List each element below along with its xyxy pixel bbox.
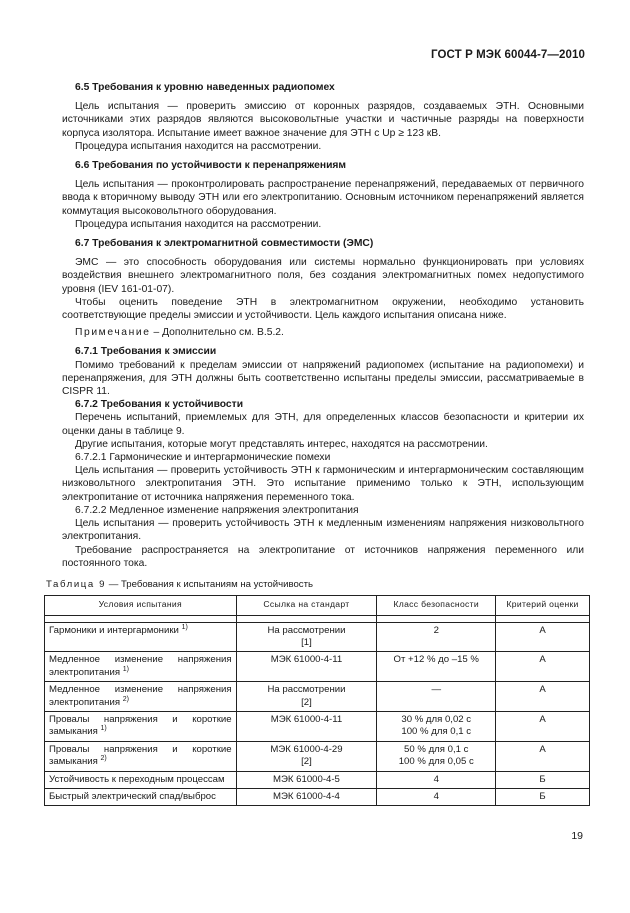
paragraph: Перечень испытаний, приемлемых для ЭТН, для определенных классов безопасности и критерии их оценки даны в таблице 9. <box>62 412 584 437</box>
cell-class: От +12 % до –15 % <box>377 652 496 682</box>
table-caption-text: — Требования к испытаниям на устойчивость <box>108 578 314 590</box>
table-spacer-row <box>45 615 590 622</box>
section-6-7-1-heading: 6.7.1 Требования к эмиссии <box>75 346 217 358</box>
paragraph: Помимо требований к пределам эмиссии от напряжений радиопомех (испытание на радиопомехи) и перенапряжения, для ЭТН должны быть соответственно испытаны пределы эмиссии, рассматриваемые в CISPR 11. <box>62 359 584 398</box>
table-header-row <box>45 596 590 615</box>
cell-condition: Медленное изменение напряжения электропитания $^{2)}$ <box>45 682 237 712</box>
paragraph: Другие испытания, которые могут представлять интерес, находятся на рассмотрении. <box>75 438 488 450</box>
cell-criterion: Б <box>496 788 590 805</box>
subsection-6-7-2-1-title: 6.7.2.1 Гармонические и интергармонические помехи <box>75 452 331 464</box>
cell-class: 50 % для 0,1 с 100 % для 0,05 с <box>377 741 496 771</box>
paragraph: Чтобы оценить поведение ЭТН в электромагнитном окружении, необходимо установить соответствующие пределы эмиссии и устойчивости. Цель каждого испытания описана ниже. <box>62 296 584 322</box>
subsection-6-7-2-2-title: 6.7.2.2 Медленное изменение напряжения электропитания <box>75 504 359 516</box>
cell-criterion: Б <box>496 771 590 788</box>
cell-reference: На рассмотрении [2] <box>236 682 377 712</box>
table-row <box>45 788 590 805</box>
table-caption-label: Таблица 9 <box>46 578 107 590</box>
page-content <box>46 81 584 806</box>
section-6-6-heading: 6.6 Требования по устойчивости к перенапряжениям <box>75 160 347 172</box>
cell-condition: Гармоники и интергармоники $^{1)}$ <box>45 622 237 652</box>
paragraph: Цель испытания — проверить устойчивость ЭТН к гармоническим и интергармоническим составляющим низковольтного электропитания ЭТН. Это испытание применимо только к ЭТН, использующим электропитание от источника напряжения переменного тока. <box>62 465 584 503</box>
table-row <box>45 652 590 682</box>
cell-criterion: А <box>496 622 590 652</box>
table-row <box>45 771 590 788</box>
cell-criterion: А <box>496 741 590 771</box>
cell-condition: Быстрый электрический спад/выброс <box>45 788 237 805</box>
cell-criterion: А <box>496 682 590 712</box>
section-6-5-heading: 6.5 Требования к уровню наведенных радиопомех <box>75 82 335 93</box>
note-label: Примечание <box>75 327 151 339</box>
table-row <box>45 622 590 652</box>
table-row <box>45 711 590 741</box>
table-9-caption <box>46 578 584 591</box>
cell-condition: Провалы напряжения и короткие замыкания $^{1)}$ <box>45 711 237 741</box>
table-row <box>45 682 590 712</box>
cell-reference: МЭК 61000-4-11 <box>236 652 377 682</box>
table-row <box>45 741 590 771</box>
note <box>62 326 584 339</box>
paragraph: Процедура испытания находится на рассмотрении. <box>75 218 322 230</box>
page-number: 19 <box>571 830 583 842</box>
cell-class: 30 % для 0,02 с 100 % для 0,1 с <box>377 711 496 741</box>
standard-header: ГОСТ Р МЭК 60044-7—2010 <box>431 49 585 61</box>
cell-reference: МЭК 61000-4-4 <box>236 788 377 805</box>
cell-reference: На рассмотрении [1] <box>236 622 377 652</box>
cell-reference: МЭК 61000-4-29 [2] <box>236 741 377 771</box>
column-header: Условия испытания <box>45 596 237 615</box>
cell-class: 4 <box>377 788 496 805</box>
note-text: – Дополнительно см. В.5.2. <box>153 327 284 339</box>
paragraph: Цель испытания — проверить эмиссию от коронных разрядов, создаваемых ЭТН. Основными источниками этих разрядов являются высоковольтные участки и частичные разряды на поверхности корпуса изолятора. Испытание имеет важное значение для ЭТН с Up ≥ 123 кВ. <box>62 101 584 139</box>
cell-reference: МЭК 61000-4-11 <box>236 711 377 741</box>
cell-criterion: А <box>496 711 590 741</box>
column-header: Ссылка на стандарт <box>236 596 377 615</box>
paragraph: Требование распространяется на электропитание от источников напряжения переменного или постоянного тока. <box>62 544 584 569</box>
table-9 <box>44 595 590 806</box>
column-header: Класс безопасности <box>377 596 496 615</box>
cell-criterion: А <box>496 652 590 682</box>
cell-class: 2 <box>377 622 496 652</box>
paragraph: Цель испытания — проверить устойчивость ЭТН к медленным изменениям напряжения низковольтного электропитания. <box>62 518 584 543</box>
cell-class: 4 <box>377 771 496 788</box>
section-6-7-heading: 6.7 Требования к электромагнитной совместимости (ЭМС) <box>75 238 374 250</box>
cell-condition: Провалы напряжения и короткие замыкания $^{2)}$ <box>45 741 237 771</box>
cell-condition: Медленное изменение напряжения электропитания $^{1)}$ <box>45 652 237 682</box>
column-header: Критерий оценки <box>496 596 590 615</box>
paragraph: ЭМС — это способность оборудования или системы нормально функционировать при условиях воздействия внешнего электромагнитного поля, без создания электромагнитных помех недопустимого уровня (IEV 161-01-07). <box>62 257 584 295</box>
cell-reference: МЭК 61000-4-5 <box>236 771 377 788</box>
section-6-7-2-heading: 6.7.2 Требования к устойчивости <box>75 399 244 411</box>
cell-class: — <box>377 682 496 712</box>
paragraph: Цель испытания — проконтролировать распространение перенапряжений, передаваемых от первичного ввода к вторичному выводу ЭТН или его электропитанию. Основным источником перенапряжений является коммутация высоковольтного оборудования. <box>62 179 584 217</box>
cell-condition: Устойчивость к переходным процессам <box>45 771 237 788</box>
paragraph: Процедура испытания находится на рассмотрении. <box>75 140 322 152</box>
